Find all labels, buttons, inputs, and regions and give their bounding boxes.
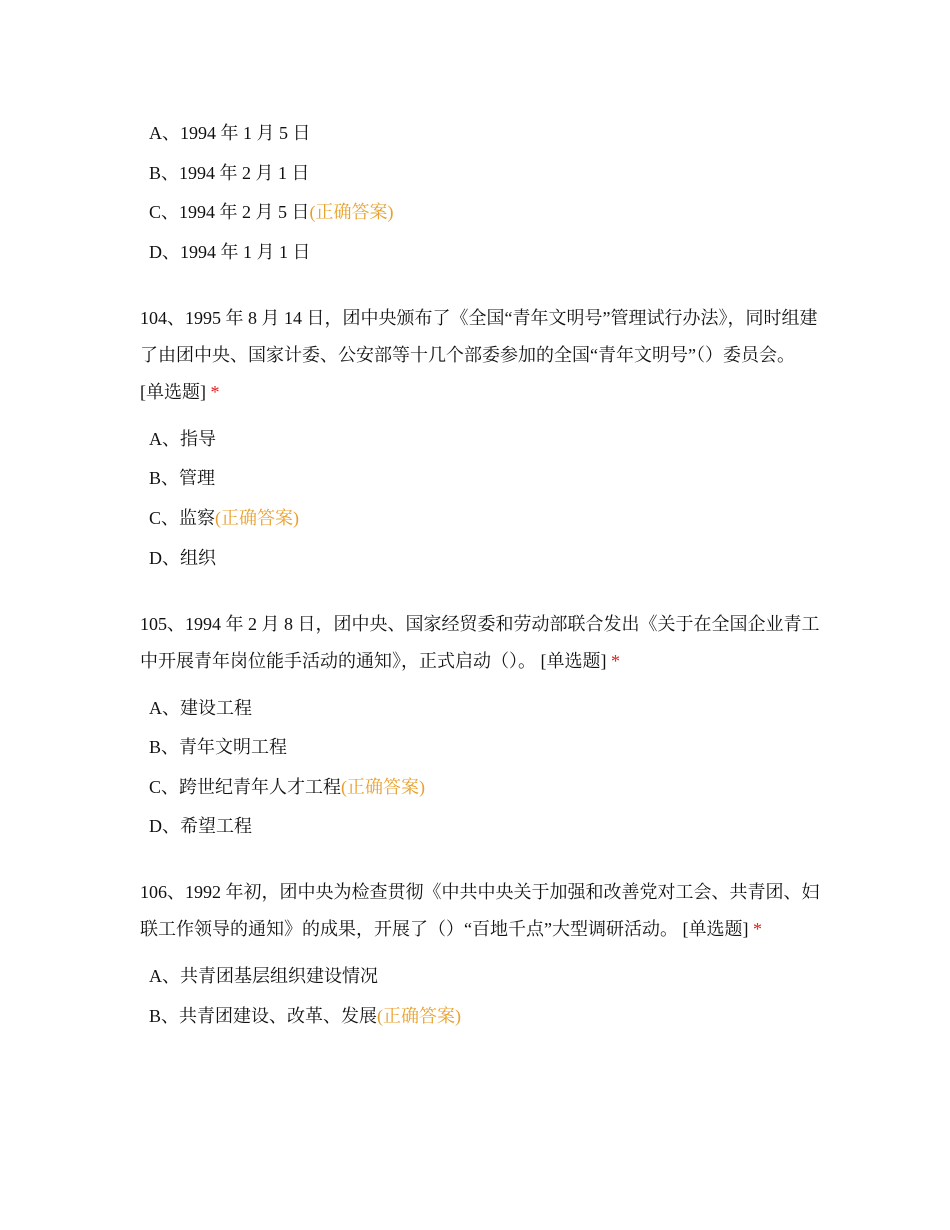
question-103-options: [140, 117, 820, 268]
required-mark: *: [210, 381, 220, 402]
option-b[interactable]: B、共青团建设、改革、发展(正确答案): [149, 1005, 462, 1026]
option-c[interactable]: C、跨世纪青年人才工程(正确答案): [149, 776, 426, 797]
correct-answer-tag: (正确答案): [309, 202, 394, 223]
question-type: [单选题]: [140, 381, 206, 402]
option-a[interactable]: A、共青团基层组织建设情况: [149, 966, 378, 987]
question-106-text: 106、1992 年初，团中央为检查贯彻《中共中央关于加强和改善党对工会、共青团、妇联工作领导的通知》的成果，开展了（）“百地千点”大型调研活动。 [单选题] *: [140, 882, 820, 940]
option-c[interactable]: C、1994 年 2 月 5 日(正确答案): [149, 202, 394, 223]
option-d[interactable]: D、组织: [149, 547, 216, 568]
question-105-text: 105、1994 年 2 月 8 日，团中央、国家经贸委和劳动部联合发出《关于在全国企业青工中开展青年岗位能手活动的通知》，正式启动（）。 [单选题] *: [140, 613, 820, 671]
question-105-options: [140, 692, 820, 843]
required-mark: *: [752, 919, 762, 940]
question-type: [单选题]: [682, 919, 749, 940]
option-d[interactable]: D、1994 年 1 月 1 日: [149, 241, 311, 262]
option-b[interactable]: B、1994 年 2 月 1 日: [149, 162, 310, 183]
option-a[interactable]: A、1994 年 1 月 5 日: [149, 123, 311, 143]
question-type: [单选题]: [540, 650, 607, 671]
correct-answer-tag: (正确答案): [377, 1005, 462, 1026]
option-b[interactable]: B、青年文明工程: [149, 737, 288, 758]
option-a[interactable]: A、指导: [149, 428, 216, 449]
correct-answer-tag: (正确答案): [341, 776, 426, 797]
question-104-options: [140, 423, 820, 574]
correct-answer-tag: (正确答案): [215, 507, 300, 528]
option-c[interactable]: C、监察(正确答案): [149, 507, 300, 528]
question-104-text: 104、1995 年 8 月 14 日，团中央颁布了《全国“青年文明号”管理试行办法》，同时组建了由团中央、国家计委、公安部等十几个部委参加的全国“青年文明号”（）委员会。 [单选题] *: [140, 307, 818, 402]
question-list: [140, 117, 820, 1040]
option-a[interactable]: A、建设工程: [149, 697, 252, 718]
question-106-options: [140, 960, 820, 1032]
option-d[interactable]: D、希望工程: [149, 816, 252, 837]
required-mark: *: [611, 650, 620, 671]
option-b[interactable]: B、管理: [149, 468, 216, 489]
